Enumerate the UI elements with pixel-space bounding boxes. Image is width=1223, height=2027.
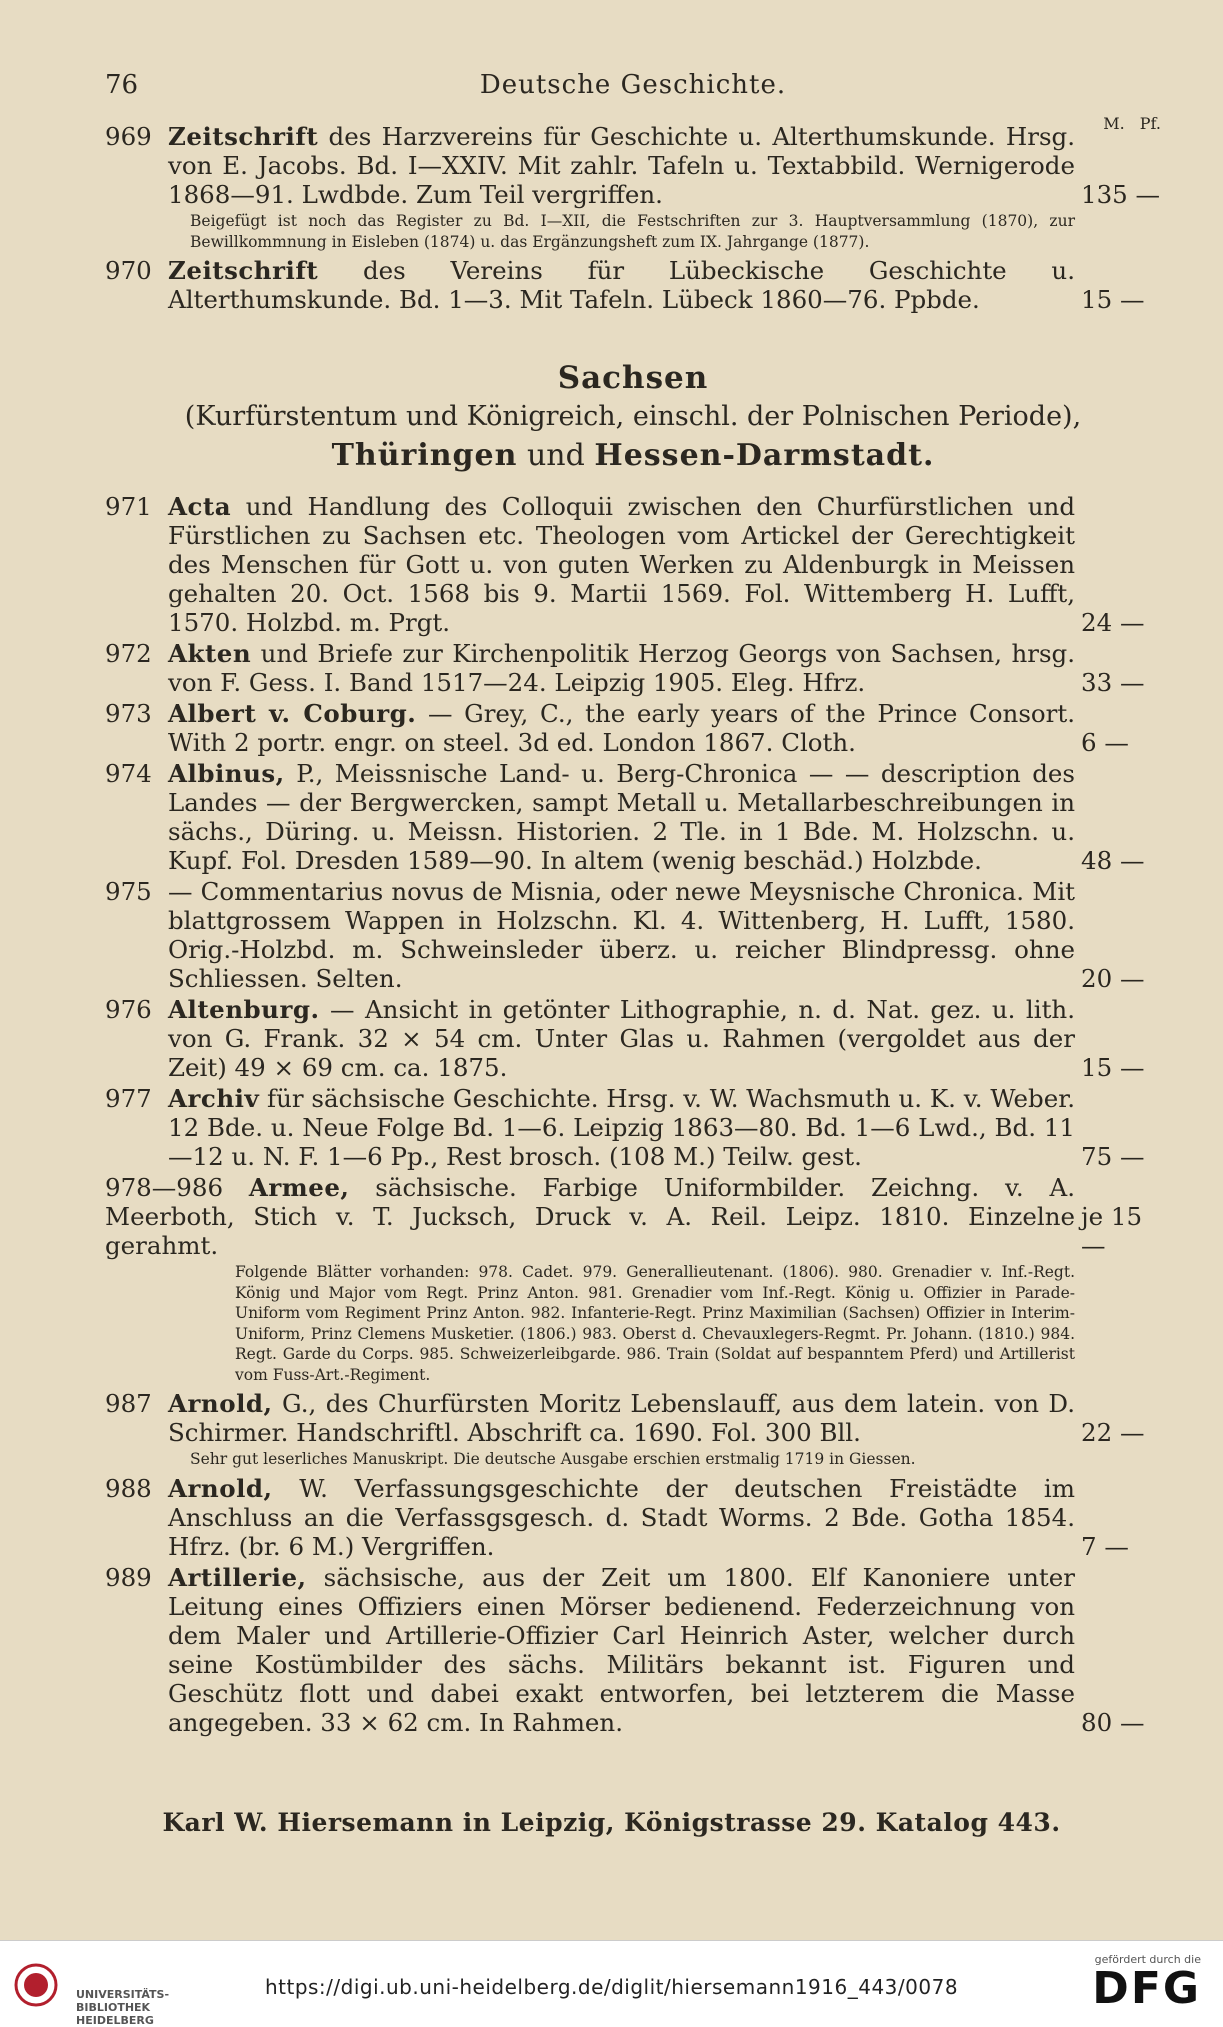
- entry-number: 973: [105, 699, 152, 728]
- entry-title: Arnold,: [168, 1473, 273, 1503]
- catalog-entry: [105, 995, 1161, 1082]
- section-und: und: [517, 438, 595, 473]
- viewer-bottom-bar: [0, 1940, 1223, 2027]
- entry-price: 33 —: [1081, 668, 1145, 697]
- entry-number: 977: [105, 1084, 152, 1113]
- entry-note: Sehr gut leserliches Manuskript. Die deutsche Ausgabe erschien erstmalig 1719 in Giessen.: [190, 1450, 916, 1468]
- catalog-entry: [105, 256, 1161, 314]
- entry-price: 80 —: [1081, 1707, 1145, 1737]
- entry-note: Folgende Blätter vorhanden: 978. Cadet. 979. Generallieutenant. (1806). 980. Grenadier v. Inf.-Regt. König und Major vom Regt. Prinz Anton. 981. Grenadier vom Inf.-Regt. König u. Offizier in Parade-Uniform vom Regiment Prinz Anton. 982. Infanterie-Regt. Prinz Maximilian (Sachsen) Offizier in Interim-Uniform, Prinz Clemens Musketier. (1806.) 983. Oberst d. Chevauxlegers-Regmt. Pr. Johann. (1810.) 984. Regt. Garde du Corps. 985. Schweizerleibgarde. 986. Train (Soldat auf bespanntem Pferd) und Artillerist vom Fuss-Art.-Regiment.: [235, 1263, 1075, 1384]
- entry-price: 15 —: [1081, 285, 1145, 314]
- entry-number: 987: [105, 1389, 152, 1418]
- section-subtitle: (Kurfürstentum und Königreich, einschl. der Polnischen Periode),: [184, 401, 1082, 432]
- entry-title: Armee,: [248, 1173, 350, 1202]
- entry-text: und Handlung des Colloquii zwischen den Churfürstlichen und Fürstlichen zu Sachsen etc. Theologen vom Artickel der Gerechtigkeit des Menschen für Gott u. von guten Werken zu Aldenburgk in Meissen gehalten 20. Oct. 1568 bis 9. Martii 1569. Fol. Wittemberg H. Lufft, 1570. Holzbd. m. Prgt.: [168, 492, 1075, 637]
- dfg-logo[interactable]: [1071, 1953, 1201, 2012]
- catalog-entry: [105, 877, 1161, 993]
- entry-title: Zeitschrift: [168, 122, 319, 151]
- entry-text: W. Verfassungsgeschichte der deutschen Freistädte im Anschluss an die Verfassgsgesch. d. Stadt Worms. 2 Bde. Gotha 1854. Hfrz. (br. 6 M.) Vergriffen.: [168, 1473, 1075, 1561]
- entry-text: des Harzvereins für Geschichte u. Alterthumskunde. Hrsg. von E. Jacobs. Bd. I—XXIV. Mit zahlr. Tafeln u. Textabbild. Wernigerode 1868—91. Lwdbde. Zum Teil vergriffen.: [168, 122, 1075, 209]
- entry-price: 6 —: [1081, 728, 1129, 757]
- entry-price: je 15 —: [1081, 1202, 1143, 1260]
- permalink-url[interactable]: https://digi.ub.uni-heidelberg.de/diglit/hiersemann1916_443/0078: [264, 1975, 959, 1999]
- entry-number: 970: [105, 256, 152, 285]
- entry-number: 988: [105, 1473, 152, 1503]
- entry-text: P., Meissnische Land- u. Berg-Chronica — — description des Landes — der Bergwercken, sampt Metall u. Metallarbeschreibungen in sächs., Düring. u. Meissn. Historien. 2 Tle. in 1 Bde. M. Holzschn. u. Kupf. Fol. Dresden 1589—90. In altem (wenig beschäd.) Holzbde.: [168, 759, 1075, 875]
- catalog-entry: [105, 1474, 1161, 1561]
- catalog-entry: [105, 639, 1161, 697]
- catalog-entry: [105, 1389, 1161, 1447]
- entry-text: sächsische, aus der Zeit um 1800. Elf Kanoniere unter Leitung eines Offiziers einen Mörser bedienend. Federzeichnung von dem Maler und Artillerie-Offizier Carl Heinrich Aster, welcher durch seine Kostümbilder des sächs. Militärs bekannt ist. Figuren und Geschütz flott und dabei exakt entworfen, bei letzterem die Masse angegeben. 33 × 62 cm. In Rahmen.: [168, 1562, 1075, 1737]
- page-number: 76: [105, 70, 139, 100]
- entry-title: Albert v. Coburg.: [168, 699, 417, 728]
- section-third-line: [105, 436, 1161, 476]
- entry-price: 135 —: [1081, 180, 1161, 209]
- catalog-entry: [105, 1563, 1161, 1737]
- entry-price: 15 —: [1081, 1053, 1145, 1082]
- entry-number: 972: [105, 639, 152, 668]
- dfg-wordmark: DFG: [1092, 1963, 1201, 2014]
- section-title: Sachsen: [557, 360, 709, 396]
- entry-text: des Vereins für Lübeckische Geschichte u. Alterthumskunde. Bd. 1—3. Mit Tafeln. Lübeck 1860—76. Ppbde.: [168, 256, 1075, 314]
- entry-number: 969: [105, 122, 152, 151]
- catalog-entry: [105, 1173, 1161, 1260]
- catalog-entry: [105, 759, 1161, 875]
- entry-number: 989: [105, 1562, 152, 1592]
- entries-top: [105, 122, 1161, 314]
- entry-price: 75 —: [1081, 1142, 1145, 1171]
- entry-price: 7 —: [1081, 1531, 1129, 1561]
- entries-main: [105, 492, 1161, 1737]
- entry-price: 24 —: [1081, 608, 1145, 637]
- entry-text: sächsische. Farbige Uniformbilder. Zeichng. v. A. Meerboth, Stich v. T. Jucksch, Druck v. A. Reil. Leipz. 1810. Einzelne gerahmt.: [105, 1173, 1075, 1260]
- price-columns-label: M. Pf.: [1103, 114, 1161, 133]
- section-thuringen: Thüringen: [331, 438, 518, 473]
- entry-text: und Briefe zur Kirchenpolitik Herzog Georgs von Sachsen, hrsg. von F. Gess. I. Band 1517—24. Leipzig 1905. Eleg. Hfrz.: [168, 639, 1075, 697]
- library-line1: UNIVERSITÄTS-: [76, 1988, 170, 2001]
- running-title: Deutsche Geschichte.: [479, 70, 787, 100]
- catalog-entry: [105, 492, 1161, 637]
- page-header: [105, 70, 1161, 133]
- catalog-entry: [105, 122, 1161, 209]
- entry-price: 22 —: [1081, 1418, 1145, 1447]
- catalog-content: [105, 122, 1161, 1739]
- entry-title: Acta: [168, 492, 232, 521]
- entry-title: Altenburg.: [168, 995, 320, 1024]
- entry-number: 978—986: [105, 1173, 224, 1202]
- funded-by-label: gefördert durch die: [1094, 1953, 1201, 1966]
- entry-number: 975: [105, 877, 152, 906]
- entry-title: Archiv: [168, 1084, 260, 1113]
- entry-text: — Commentarius novus de Misnia, oder newe Meysnische Chronica. Mit blattgrossem Wappen in Holzschn. Kl. 4. Wittenberg, H. Lufft, 1580. Orig.-Holzbd. m. Schweinsleder überz. u. reicher Blindpressg. ohne Schliessen. Selten.: [168, 877, 1075, 993]
- entry-text: G., des Churfürsten Moritz Lebenslauff, aus dem latein. von D. Schirmer. Handschriftl. Abschrift ca. 1690. Fol. 300 Bll.: [168, 1389, 1075, 1447]
- entry-title: Arnold,: [168, 1389, 273, 1418]
- entry-title: Albinus,: [168, 759, 285, 788]
- entry-note: Beigefügt ist noch das Register zu Bd. I—XII, die Festschriften zur 3. Hauptversammlung (1870), zur Bewillkommnung in Eisleben (1874) u. das Ergänzungsheft zum IX. Jahrgange (1877).: [190, 212, 1075, 251]
- entry-title: Zeitschrift: [168, 256, 319, 285]
- entry-text: für sächsische Geschichte. Hrsg. v. W. Wachsmuth u. K. v. Weber. 12 Bde. u. Neue Folge Bd. 1—6. Leipzig 1863—80. Bd. 1—6 Lwd., Bd. 11—12 u. N. F. 1—6 Pp., Rest brosch. (108 M.) Teilw. gest.: [168, 1084, 1075, 1171]
- entry-number: 976: [105, 995, 152, 1024]
- entry-title: Akten: [168, 639, 252, 668]
- entry-price: 20 —: [1081, 964, 1145, 993]
- section-heading: [105, 358, 1161, 476]
- publisher-footer: Karl W. Hiersemann in Leipzig, Königstrasse 29. Katalog 443.: [162, 1808, 1061, 1837]
- library-line2: BIBLIOTHEK: [76, 2001, 151, 2014]
- entry-title: Artillerie,: [168, 1562, 307, 1592]
- entry-number: 974: [105, 759, 152, 788]
- catalog-entry: [105, 1084, 1161, 1171]
- library-line3: HEIDELBERG: [76, 2014, 154, 2027]
- entry-price: 48 —: [1081, 846, 1145, 875]
- section-hessen: Hessen-Darmstadt.: [594, 438, 935, 473]
- entry-text: — Grey, C., the early years of the Prince Consort. With 2 portr. engr. on steel. 3d ed. London 1867. Cloth.: [168, 699, 1076, 757]
- catalog-entry: [105, 699, 1161, 757]
- entry-number: 971: [105, 492, 152, 521]
- entry-text: — Ansicht in getönter Lithographie, n. d. Nat. gez. u. lith. von G. Frank. 32 × 54 cm. Unter Glas u. Rahmen (vergoldet aus der Zeit) 49 × 69 cm. ca. 1875.: [168, 995, 1075, 1082]
